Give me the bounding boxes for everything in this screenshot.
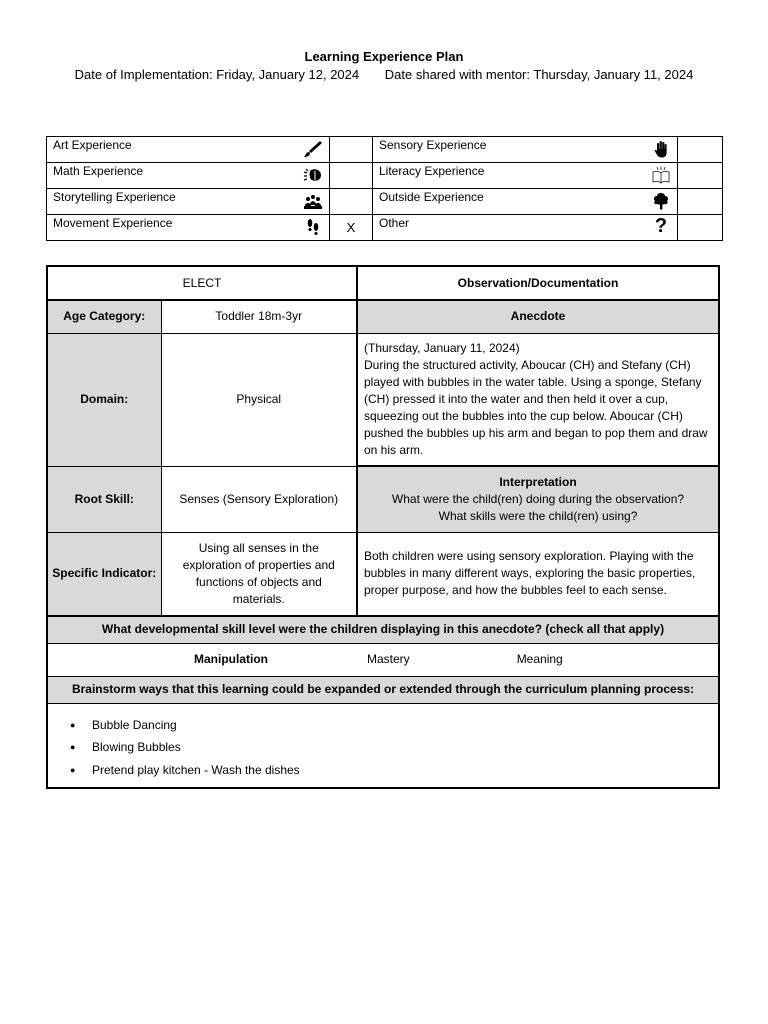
outside-experience-label: Outside Experience <box>379 190 484 204</box>
brainstorm-header: Brainstorm ways that this learning could be expanded or extended through the curriculum planning process: <box>47 676 719 703</box>
anecdote-text: During the structured activity, Aboucar (CH) and Stefany (CH) played with bubbles in the water table. Using a sponge, Stefany (CH) pressed it into the water and then held it over a cup, squeezing out the bubbles into the cup below. Aboucar (CH) pushed the bubbles up his arm and began to pop them and draw on his arm. <box>364 357 708 457</box>
hand-icon <box>651 140 671 158</box>
book-icon <box>651 166 671 184</box>
skill-options-row <box>47 643 719 676</box>
math-experience-check[interactable] <box>330 163 373 189</box>
indicator-label: Specific Indicator: <box>47 532 161 616</box>
elect-header: ELECT <box>47 266 357 300</box>
skill-options <box>48 651 718 668</box>
brainstorm-header-row <box>47 676 719 703</box>
movement-experience-check[interactable]: X <box>330 215 373 241</box>
plan-header-row <box>47 266 719 300</box>
experience-table <box>46 136 723 241</box>
skill-manipulation[interactable]: Manipulation <box>194 652 268 666</box>
question-icon: ? <box>654 215 668 237</box>
observation-header: Observation/Documentation <box>357 266 719 300</box>
literacy-experience-label: Literacy Experience <box>379 164 485 178</box>
experience-row <box>47 137 723 163</box>
plan-table <box>46 265 720 789</box>
storytelling-experience-cell <box>47 189 330 215</box>
anecdote-date: (Thursday, January 11, 2024) <box>364 340 520 355</box>
art-experience-check[interactable] <box>330 137 373 163</box>
outside-experience-cell <box>373 189 678 215</box>
sensory-experience-label: Sensory Experience <box>379 138 487 152</box>
math-experience-cell <box>47 163 330 189</box>
skill-question-row <box>47 616 719 643</box>
root-skill-label: Root Skill: <box>47 466 161 532</box>
interpretation-question-1: What were the child(ren) doing during the observation? <box>391 491 685 506</box>
tree-icon <box>651 192 671 210</box>
brainstorm-item: ● Blowing Bubbles <box>48 736 718 759</box>
literacy-experience-check[interactable] <box>678 163 723 189</box>
experience-row <box>47 215 723 241</box>
domain-value: Physical <box>161 333 357 466</box>
literacy-experience-cell <box>373 163 678 189</box>
storytelling-experience-label: Storytelling Experience <box>53 190 176 204</box>
interpretation-question-2: What skills were the child(ren) using? <box>438 508 638 523</box>
skill-meaning[interactable]: Meaning <box>516 652 563 666</box>
anecdote-cell <box>357 333 719 466</box>
indicator-row <box>47 532 719 616</box>
brainstorm-item: ● Bubble Dancing <box>48 714 718 737</box>
paintbrush-icon <box>303 140 323 158</box>
experience-row <box>47 163 723 189</box>
brainstorm-list <box>48 704 718 788</box>
domain-row <box>47 333 719 466</box>
interpretation-text: Both children were using sensory exploration. Playing with the bubbles in many different ways, exploring the basic properties, proper purpose, and how the bubbles feel to each sense. <box>357 532 719 616</box>
art-experience-cell <box>47 137 330 163</box>
other-experience-check[interactable] <box>678 215 723 241</box>
storytelling-experience-check[interactable] <box>330 189 373 215</box>
art-experience-label: Art Experience <box>53 138 132 152</box>
movement-experience-cell <box>47 215 330 241</box>
age-value: Toddler 18m-3yr <box>161 300 357 333</box>
outside-experience-check[interactable] <box>678 189 723 215</box>
anecdote-header: Anecdote <box>357 300 719 333</box>
domain-label: Domain: <box>47 333 161 466</box>
root-skill-row <box>47 466 719 532</box>
root-skill-value: Senses (Sensory Exploration) <box>161 466 357 532</box>
sensory-experience-check[interactable] <box>678 137 723 163</box>
footprints-icon <box>303 218 323 236</box>
math-experience-label: Math Experience <box>53 164 144 178</box>
other-experience-cell <box>373 215 678 241</box>
skill-mastery[interactable]: Mastery <box>367 652 410 666</box>
brainstorm-item: ● Pretend play kitchen - Wash the dishes <box>48 759 718 782</box>
brain-icon <box>303 166 323 184</box>
other-experience-label: Other <box>379 216 410 230</box>
age-row <box>47 300 719 333</box>
movement-experience-label: Movement Experience <box>53 216 173 230</box>
skill-question: What developmental skill level were the children displaying in this anecdote? (check all that apply) <box>47 616 719 643</box>
interpretation-header: Interpretation <box>499 474 577 489</box>
date-implementation: Date of Implementation: Friday, January 12, 2024 <box>74 67 360 82</box>
date-shared: Date shared with mentor: Thursday, January 11, 2024 <box>384 67 694 82</box>
indicator-value: Using all senses in the exploration of properties and functions of objects and materials. <box>161 532 357 616</box>
date-line <box>0 66 768 84</box>
sensory-experience-cell <box>373 137 678 163</box>
age-label: Age Category: <box>47 300 161 333</box>
group-icon <box>303 192 323 210</box>
experience-row <box>47 189 723 215</box>
brainstorm-list-cell <box>47 703 719 788</box>
skill-options-cell <box>47 643 719 676</box>
page-header <box>0 48 768 84</box>
page-title: Learning Experience Plan <box>304 49 464 64</box>
brainstorm-list-row <box>47 703 719 788</box>
interpretation-header-cell <box>357 466 719 532</box>
